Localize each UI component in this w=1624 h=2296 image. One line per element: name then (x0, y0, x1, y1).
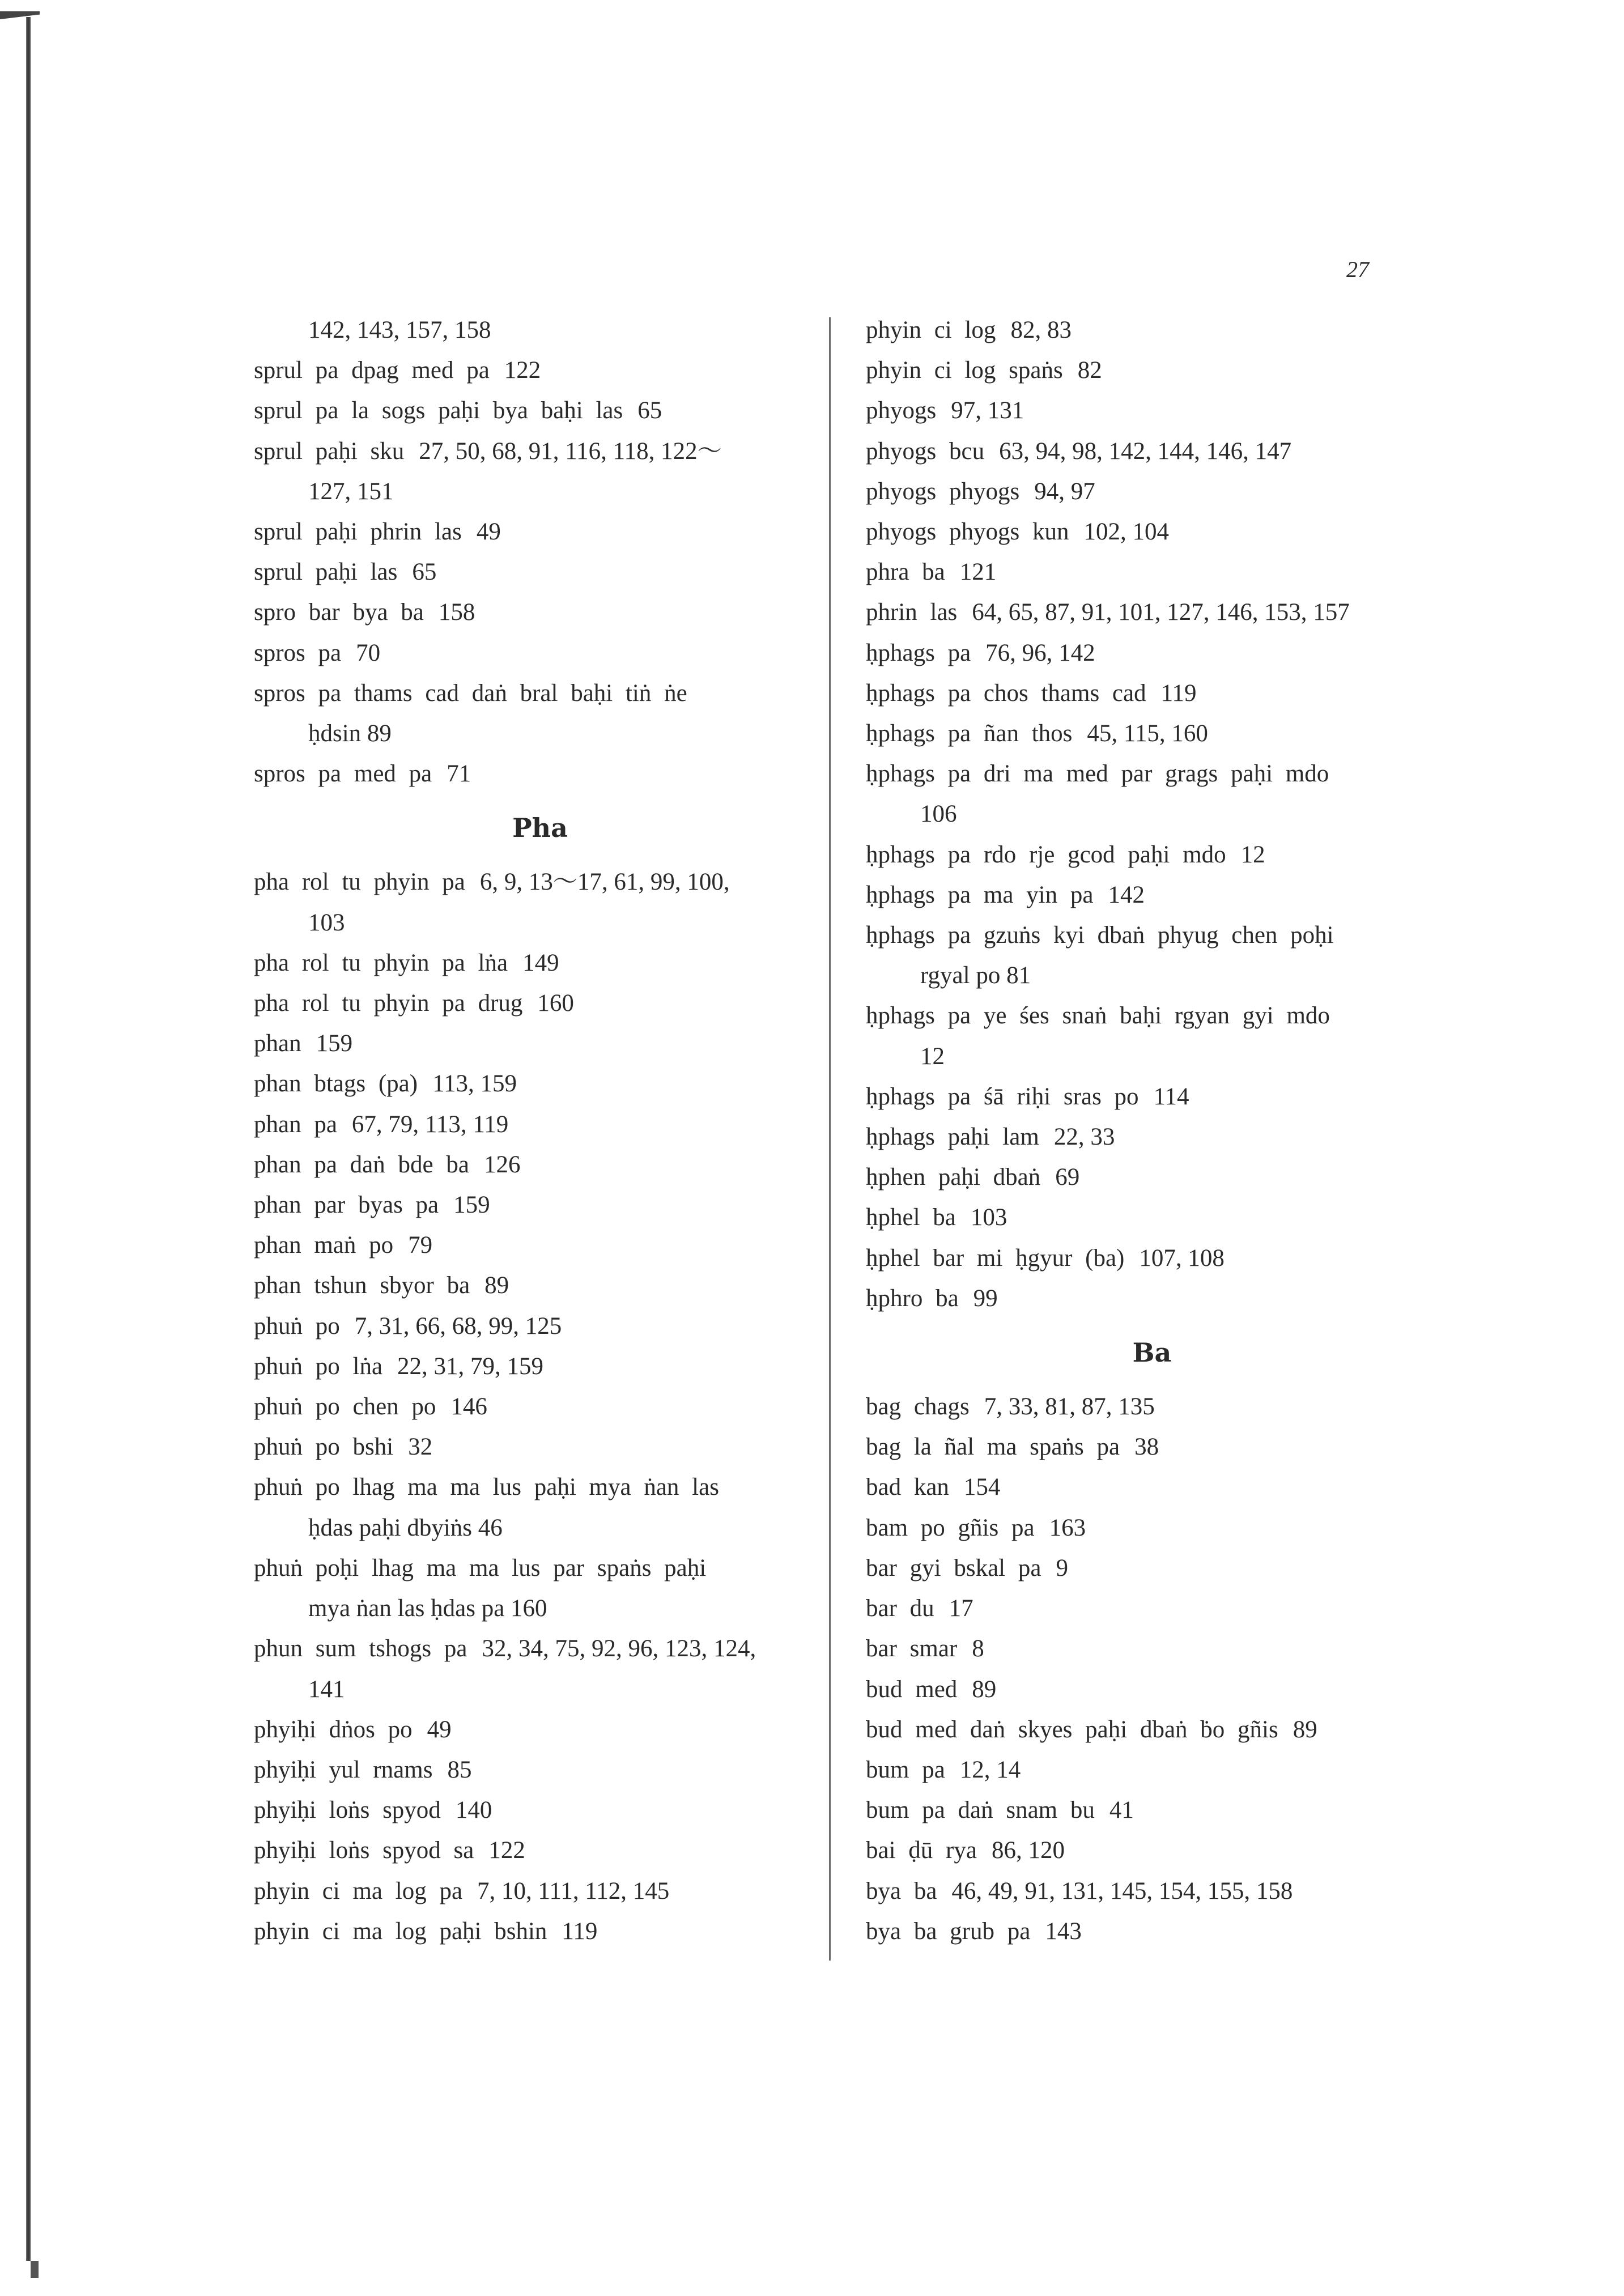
index-entry (254, 1871, 826, 1911)
index-entry (866, 713, 1438, 754)
entry-term: bud med daṅ skyes paḥi dbaṅ ḃo gñis (866, 1716, 1278, 1743)
entry-pages: 6, 9, 13〜17, 61, 99, 100, (479, 869, 730, 896)
entry-pages: 8 (972, 1635, 984, 1663)
entry-term: phyiḥi loṅs spyod sa (254, 1837, 474, 1864)
entry-pages: 38 (1134, 1434, 1159, 1461)
entry-pages: 45, 115, 160 (1087, 720, 1208, 747)
entry-term: ḥphags paḥi lam (866, 1124, 1039, 1151)
index-entry (254, 633, 826, 673)
index-entry (254, 431, 826, 512)
entry-continuation: 106 (920, 801, 957, 828)
entry-pages: 114 (1153, 1083, 1189, 1110)
entry-pages: 89 (1293, 1716, 1317, 1743)
entry-term: sprul pa la sogs paḥi bya baḥi las (254, 397, 623, 424)
entry-term: phyogs (866, 397, 937, 424)
page-number: 27 (1346, 257, 1369, 282)
entry-pages: 122 (504, 357, 541, 384)
entry-pages: 49 (427, 1716, 452, 1743)
entry-term: phyogs phyogs (866, 478, 1020, 505)
entry-pages: 140 (455, 1797, 492, 1824)
entry-pages: 49 (476, 518, 501, 546)
entry-term: bad kan (866, 1474, 949, 1501)
index-entry (866, 996, 1438, 1076)
index-entry (254, 1225, 826, 1265)
entry-pages: 159 (453, 1192, 490, 1219)
index-entry (254, 1629, 826, 1709)
entry-term: spro bar bya ba (254, 599, 424, 626)
entry-pages: 103 (970, 1204, 1007, 1231)
index-entry (866, 1669, 1438, 1710)
binding-edge (26, 17, 31, 2261)
entry-term: pha rol tu phyin pa (254, 869, 465, 896)
binding-edge-bottom (31, 2261, 39, 2278)
index-entry (254, 754, 826, 794)
entry-term: phan pa daṅ bde ba (254, 1151, 469, 1178)
entry-term: ḥphags pa chos thams cad (866, 679, 1146, 707)
entry-term: sprul paḥi phrin las (254, 518, 462, 546)
index-entry (254, 1710, 826, 1750)
index-entry (254, 390, 826, 431)
entry-term: spros pa thams cad daṅ bral baḥi tiṅ ṅe (254, 679, 687, 707)
entry-pages: 85 (447, 1756, 472, 1783)
index-entry (866, 1629, 1438, 1669)
entry-continuation: ḥdsin 89 (308, 720, 392, 747)
index-entry (254, 1387, 826, 1427)
entry-continuation: 12 (920, 1043, 945, 1070)
index-entry (866, 1790, 1438, 1830)
index-entry (866, 1077, 1438, 1117)
entry-pages: 119 (1160, 679, 1197, 707)
entry-term: ḥphags pa rdo rje gcod paḥi mdo (866, 841, 1226, 868)
entry-pages: 17 (949, 1595, 973, 1622)
entry-term: ḥphags pa gzuṅs kyi dbaṅ phyug chen poḥi (866, 922, 1334, 949)
index-entry (254, 1306, 826, 1346)
index-entry (866, 1588, 1438, 1629)
entry-term: ḥphel ba (866, 1204, 956, 1231)
entry-term: phyogs bcu (866, 437, 985, 465)
entry-term: phyogs phyogs kun (866, 518, 1069, 546)
index-column-right (866, 310, 1438, 1951)
index-entry (866, 1427, 1438, 1467)
entry-term: phyin ci log (866, 317, 996, 343)
index-entry (254, 983, 826, 1023)
index-entry (254, 310, 826, 350)
entry-term: phan btags (pa) (254, 1070, 418, 1098)
entry-term: phan pa (254, 1111, 337, 1138)
index-entry (866, 1387, 1438, 1427)
entry-pages: 22, 33 (1053, 1124, 1115, 1151)
entry-pages: 163 (1049, 1514, 1086, 1541)
index-entry (254, 862, 826, 942)
index-entry (254, 512, 826, 552)
entry-pages: 154 (963, 1474, 1001, 1501)
entry-term: phyin ci log spaṅs (866, 357, 1063, 384)
entry-pages: 71 (447, 760, 471, 788)
index-entry (866, 1750, 1438, 1790)
entry-term: phuṅ po lhag ma ma lus paḥi mya ṅan las (254, 1474, 719, 1501)
entry-term: bar gyi bskal pa (866, 1554, 1041, 1581)
entry-term: ḥphel bar mi ḥgyur (ba) (866, 1244, 1125, 1272)
index-entry (866, 1911, 1438, 1951)
entry-term: bai ḍū rya (866, 1837, 977, 1864)
entry-pages: 122 (488, 1837, 525, 1864)
entry-term: phuṅ po bshi (254, 1434, 394, 1461)
entry-pages: 119 (562, 1917, 598, 1945)
entry-continuation: ḥdas paḥi dbyiṅs 46 (308, 1514, 503, 1541)
entry-term: bag la ñal ma spaṅs pa (866, 1434, 1120, 1461)
entry-pages: 126 (483, 1151, 521, 1178)
entry-term: sprul pa dpag med pa (254, 357, 490, 384)
entry-pages: 94, 97 (1034, 478, 1095, 505)
entry-pages: 159 (316, 1030, 353, 1057)
entry-pages: 7, 10, 111, 112, 145 (477, 1877, 670, 1904)
entry-pages: 149 (522, 949, 559, 976)
entry-continuation: rgyal po 81 (920, 962, 1031, 989)
entry-term: phan maṅ po (254, 1232, 394, 1259)
entry-term: ḥphro ba (866, 1285, 959, 1312)
entry-pages: 82, 83 (1010, 317, 1072, 343)
index-entry (254, 1467, 826, 1547)
entry-pages: 70 (356, 639, 381, 666)
index-entry (254, 1185, 826, 1225)
entry-term: phyin ci ma log pa (254, 1877, 463, 1904)
index-entry (254, 552, 826, 592)
entry-pages: 12, 14 (959, 1756, 1021, 1783)
entry-term: sprul paḥi las (254, 559, 398, 586)
index-entry (254, 1548, 826, 1629)
entry-pages: 46, 49, 91, 131, 145, 154, 155, 158 (951, 1877, 1293, 1904)
entry-term: phyiḥi dṅos po (254, 1716, 413, 1743)
index-entry (866, 1710, 1438, 1750)
entry-pages: 67, 79, 113, 119 (351, 1111, 509, 1138)
entry-pages: 63, 94, 98, 142, 144, 146, 147 (999, 437, 1292, 465)
entry-pages: 32, 34, 75, 92, 96, 123, 124, (482, 1635, 756, 1663)
index-entry (254, 1911, 826, 1951)
index-entry (866, 592, 1438, 632)
index-entry (254, 350, 826, 390)
entry-term: spros pa med pa (254, 760, 432, 788)
entry-pages: 86, 120 (991, 1837, 1065, 1864)
binding-edge-top (0, 11, 40, 19)
entry-pages: 146 (450, 1393, 487, 1421)
index-entry (866, 673, 1438, 713)
index-entry (254, 1830, 826, 1870)
entry-term: pha rol tu phyin pa drug (254, 990, 523, 1017)
index-entry (254, 1750, 826, 1790)
entry-pages: 89 (972, 1676, 997, 1703)
entry-pages: 82 (1077, 357, 1102, 384)
entry-term: phuṅ poḥi lhag ma ma lus par spaṅs paḥi (254, 1554, 707, 1581)
index-entry (866, 552, 1438, 592)
entry-pages: 97, 131 (951, 397, 1024, 424)
index-entry (866, 1467, 1438, 1507)
entry-pages: 41 (1109, 1797, 1134, 1824)
entry-term: bar smar (866, 1635, 958, 1663)
index-entry (254, 1023, 826, 1064)
entry-pages: 9 (1056, 1554, 1068, 1581)
entry-pages: 107, 108 (1139, 1244, 1225, 1272)
index-entry (254, 1346, 826, 1387)
entry-pages: 99 (973, 1285, 998, 1312)
entry-pages: 65 (637, 397, 662, 424)
entry-pages: 102, 104 (1083, 518, 1169, 546)
entry-term: phrin las (866, 599, 958, 626)
section-heading: Pha (512, 813, 568, 844)
entry-pages: 22, 31, 79, 159 (397, 1353, 544, 1380)
entry-term: ḥphags pa (866, 639, 971, 666)
index-entry (254, 1427, 826, 1467)
entry-pages: 65 (412, 559, 437, 586)
entry-continuation: 103 (308, 909, 345, 936)
index-entry (866, 754, 1438, 834)
entry-pages: 158 (438, 599, 475, 626)
entry-pages: 76, 96, 142 (985, 639, 1095, 666)
entry-term: phuṅ po chen po (254, 1393, 436, 1421)
index-entry (866, 633, 1438, 673)
index-entry (254, 592, 826, 632)
index-entry (866, 431, 1438, 471)
entry-term: phyiḥi loṅs spyod (254, 1797, 441, 1824)
entry-pages: 12 (1240, 841, 1265, 868)
index-entry (866, 875, 1438, 915)
entry-term: sprul paḥi sku (254, 437, 405, 465)
index-entry (866, 1197, 1438, 1238)
entry-pages: 143 (1045, 1917, 1082, 1945)
entry-term: phyiḥi yul rnams (254, 1756, 433, 1783)
entry-pages: 64, 65, 87, 91, 101, 127, 146, 153, 157 (972, 599, 1350, 626)
index-entry (866, 1238, 1438, 1278)
index-entry (254, 943, 826, 983)
entry-pages: 7, 33, 81, 87, 135 (984, 1393, 1155, 1421)
column-divider (829, 317, 831, 1961)
entry-term: bar du (866, 1595, 934, 1622)
entry-term: phra ba (866, 559, 945, 586)
index-entry (866, 1830, 1438, 1870)
entry-pages: 121 (959, 559, 997, 586)
entry-term: phuṅ po (254, 1312, 340, 1340)
index-entry (866, 471, 1438, 512)
index-entry (866, 310, 1438, 350)
entry-term: bum pa daṅ snam bu (866, 1797, 1095, 1824)
entry-term: bam po gñis pa (866, 1514, 1035, 1541)
index-entry (254, 1064, 826, 1104)
index-entry (866, 1157, 1438, 1197)
entry-continuation: 141 (308, 1676, 345, 1703)
index-entry (866, 1871, 1438, 1911)
entry-pages: 7, 31, 66, 68, 99, 125 (354, 1312, 562, 1340)
entry-term: phan (254, 1030, 301, 1057)
entry-term: spros pa (254, 639, 342, 666)
index-entry (254, 1145, 826, 1185)
entry-term: bya ba grub pa (866, 1917, 1031, 1945)
index-entry (866, 915, 1438, 996)
entry-pages: 69 (1055, 1164, 1080, 1191)
entry-pages: 160 (537, 990, 574, 1017)
index-entry (254, 1104, 826, 1145)
entry-pages: 32 (408, 1434, 433, 1461)
entry-term: phuṅ po lṅa (254, 1353, 383, 1380)
entry-continuation: mya ṅan las ḥdas pa 160 (308, 1595, 547, 1622)
entry-term: bum pa (866, 1756, 945, 1783)
index-entry (254, 1790, 826, 1830)
entry-pages: 79 (408, 1232, 433, 1259)
index-entry (866, 1117, 1438, 1157)
entry-term: ḥphags pa ma yin pa (866, 881, 1094, 908)
entry-term: phan tshun sbyor ba (254, 1272, 470, 1299)
entry-continuation: 127, 151 (308, 478, 394, 505)
entry-term: ḥphen paḥi dbaṅ (866, 1164, 1041, 1191)
index-entry (866, 512, 1438, 552)
index-entry (866, 1508, 1438, 1548)
index-entry (254, 673, 826, 754)
index-entry (866, 1548, 1438, 1588)
index-entry (866, 1278, 1438, 1319)
index-entry (866, 835, 1438, 875)
entry-term: ḥphags pa ñan thos (866, 720, 1073, 747)
entry-pages: 142, 143, 157, 158 (308, 317, 491, 343)
entry-term: ḥphags pa ye śes snaṅ baḥi rgyan gyi mdo (866, 1002, 1330, 1030)
index-entry (866, 350, 1438, 390)
entry-term: bud med (866, 1676, 958, 1703)
entry-term: phyin ci ma log paḥi bshin (254, 1917, 547, 1945)
entry-pages: 27, 50, 68, 91, 116, 118, 122〜 (419, 437, 722, 465)
entry-term: bya ba (866, 1877, 937, 1904)
entry-term: ḥphags pa śā riḥi sras po (866, 1083, 1139, 1110)
index-entry (254, 1265, 826, 1306)
index-entry (866, 390, 1438, 431)
entry-pages: 142 (1108, 881, 1145, 908)
entry-term: phun sum tshogs pa (254, 1635, 467, 1663)
entry-term: pha rol tu phyin pa lṅa (254, 949, 508, 976)
entry-term: bag chags (866, 1393, 970, 1421)
entry-pages: 89 (484, 1272, 509, 1299)
entry-term: phan par byas pa (254, 1192, 439, 1219)
index-column-left (254, 310, 826, 1951)
section-heading: Ba (1132, 1337, 1172, 1368)
entry-term: ḥphags pa dri ma med par grags paḥi mdo (866, 760, 1329, 788)
entry-pages: 113, 159 (432, 1070, 517, 1098)
